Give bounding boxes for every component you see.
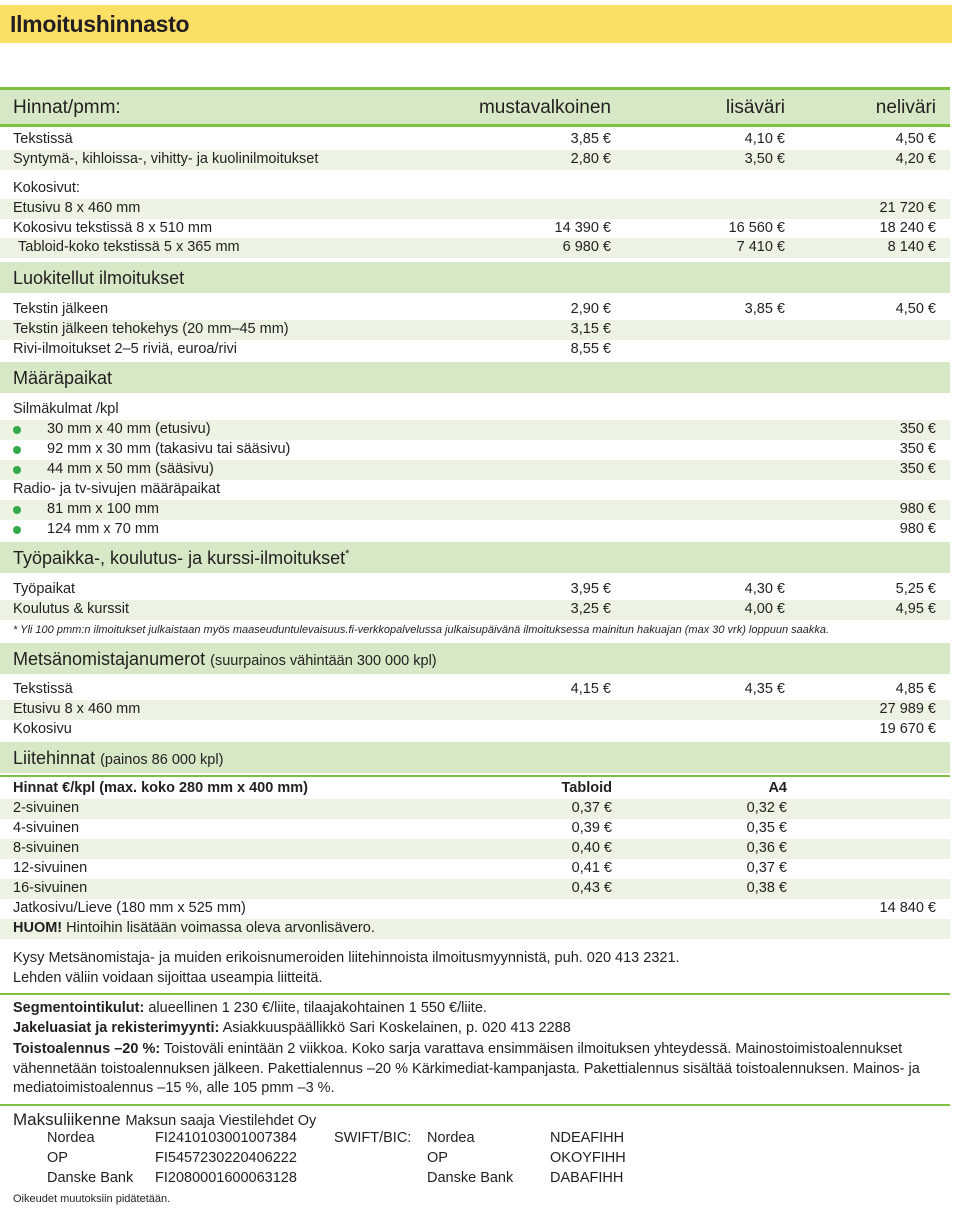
table-row: 2-sivuinen 0,37 € 0,32 € — [0, 799, 950, 819]
bullet-icon — [13, 446, 21, 454]
price-row: Tabloid-koko tekstissä 5 x 365 mm 6 980 € 7 410 € 8 140 € — [0, 238, 950, 258]
header-col-bw: mustavalkoinen — [478, 97, 611, 118]
iban: FI2410103001007384 — [155, 1130, 297, 1146]
list-item: 92 mm x 30 mm (takasivu tai sääsivu) 350 € — [0, 440, 950, 460]
section-maarapaikat: Määräpaikat — [0, 362, 950, 393]
bank-name: OP — [47, 1150, 68, 1166]
iban: FI2080001600063128 — [155, 1170, 297, 1186]
segment-line: Segmentointikulut: alueellinen 1 230 €/liite, tilaajakohtainen 1 550 €/liite. — [13, 1000, 487, 1016]
payment-title: Maksuliikenne Maksun saaja Viestilehdet Oy — [13, 1110, 317, 1129]
jakelu-line: Jakeluasiat ja rekisterimyynti: Asiakkuuspäällikkö Sari Koskelainen, p. 020 413 2288 — [13, 1020, 571, 1036]
iban: FI5457230220406222 — [155, 1150, 297, 1166]
section-metsa: Metsänomistajanumerot (suurpainos vähintään 300 000 kpl) — [0, 643, 950, 674]
footer-note: Oikeudet muutoksiin pidätetään. — [13, 1193, 171, 1205]
price-row: Kokosivu 19 670 € — [13, 721, 936, 737]
header-col-extra: lisäväri — [725, 97, 785, 118]
price-row: Tekstin jälkeen 2,90 € 3,85 € 4,50 € — [13, 301, 936, 317]
bullet-icon — [13, 426, 21, 434]
bank-name: Nordea — [427, 1130, 475, 1146]
header-col-full: neliväri — [875, 97, 936, 118]
divider — [0, 124, 950, 127]
bank-name: Nordea — [47, 1130, 95, 1146]
bic: DABAFIHH — [550, 1170, 624, 1186]
price-row: Syntymä-, kihloissa-, vihitty- ja kuolinilmoitukset 2,80 € 3,50 € 4,20 € — [0, 150, 950, 170]
price-row: Etusivu 8 x 460 mm 27 989 € — [0, 700, 950, 720]
price-row: Tekstissä 3,85 € 4,10 € 4,50 € — [13, 131, 936, 147]
price-row: Koulutus & kurssit 3,25 € 4,00 € 4,95 € — [0, 600, 950, 620]
list-item: 44 mm x 50 mm (sääsivu) 350 € — [0, 460, 950, 480]
subheading-radio: Radio- ja tv-sivujen määräpaikat — [13, 481, 221, 497]
divider — [0, 775, 950, 777]
title-bar — [0, 5, 952, 43]
huom-note: HUOM! Hintoihin lisätään voimassa oleva arvonlisävero. — [0, 919, 950, 939]
swift-label: SWIFT/BIC: — [334, 1130, 412, 1146]
bic: OKOYFIHH — [550, 1150, 626, 1166]
list-item: 81 mm x 100 mm 980 € — [0, 500, 950, 520]
section-luokitellut: Luokitellut ilmoitukset — [0, 262, 950, 293]
price-row: Tekstissä 4,15 € 4,35 € 4,85 € — [13, 681, 936, 697]
section-tyopaikka: Työpaikka-, koulutus- ja kurssi-ilmoitukset* — [0, 542, 950, 573]
table-row: Jatkosivu/Lieve (180 mm x 525 mm) 14 840 € — [13, 900, 936, 916]
price-row: Työpaikat 3,95 € 4,30 € 5,25 € — [13, 581, 936, 597]
bullet-icon — [13, 506, 21, 514]
info-line: Kysy Metsänomistaja- ja muiden erikoisnumeroiden liitehinnoista ilmoitusmyynnistä, puh. 020 413 2321. — [13, 950, 680, 966]
bullet-icon — [13, 526, 21, 534]
subheading-silmakulmat: Silmäkulmat /kpl — [13, 401, 119, 417]
divider — [0, 993, 950, 995]
page-title: Ilmoitushinnasto — [10, 11, 190, 37]
price-row: Kokosivu tekstissä 8 x 510 mm 14 390 € 16 560 € 18 240 € — [13, 220, 936, 236]
header-label: Hinnat/pmm: — [13, 97, 121, 118]
liite-header: Hinnat €/kpl (max. koko 280 mm x 400 mm) Tabloid A4 — [13, 780, 787, 796]
table-row: 4-sivuinen 0,39 € 0,35 € — [13, 820, 787, 836]
bank-name: Danske Bank — [47, 1170, 134, 1186]
bank-name: OP — [427, 1150, 448, 1166]
bullet-icon — [13, 466, 21, 474]
divider — [0, 1104, 950, 1106]
section-liitteet: Liitehinnat (painos 86 000 kpl) — [0, 742, 950, 773]
list-item: 30 mm x 40 mm (etusivu) 350 € — [0, 420, 950, 440]
table-row: 8-sivuinen 0,40 € 0,36 € — [0, 839, 950, 859]
info-line: Lehden väliin voidaan sijoittaa useampia liitteitä. — [13, 970, 323, 986]
table-row: 16-sivuinen 0,43 € 0,38 € — [0, 879, 950, 899]
price-header — [0, 90, 950, 124]
toisto-paragraph: Toistoalennus –20 %: Toistoväli enintään 2 viikkoa. Koko sarja varattava ensimmäisen ilmoituksen yhteydessä. Mainostoimistoalennukset vähennetään toistoalennuksen jälkeen. Pakettialennus –20 % Kärkimediat-kampanjasta. Pakettialennus sisältää toistoalennuksen. Mainos- ja mediatoimistoalennus –15 %, alle 105 pmm –3 %. — [13, 1041, 920, 1096]
bank-name: Danske Bank — [427, 1170, 514, 1186]
price-row: Etusivu 8 x 460 mm 21 720 € — [0, 199, 950, 219]
footnote: * Yli 100 pmm:n ilmoitukset julkaistaan myös maaseuduntulevaisuus.fi-verkkopalvelussa julkaisupäivänä ilmoituksessa mainitun hakuajan (max 30 vrk) loppuun saakka. — [13, 624, 830, 636]
subheading-kokosivut: Kokosivut: — [13, 180, 80, 196]
price-row: Rivi-ilmoitukset 2–5 riviä, euroa/rivi 8,55 € — [13, 341, 611, 357]
bic: NDEAFIHH — [550, 1130, 625, 1146]
price-row: Tekstin jälkeen tehokehys (20 mm–45 mm) 3,15 € — [0, 320, 950, 340]
list-item: 124 mm x 70 mm 980 € — [0, 520, 950, 540]
table-row: 12-sivuinen 0,41 € 0,37 € — [13, 860, 787, 876]
